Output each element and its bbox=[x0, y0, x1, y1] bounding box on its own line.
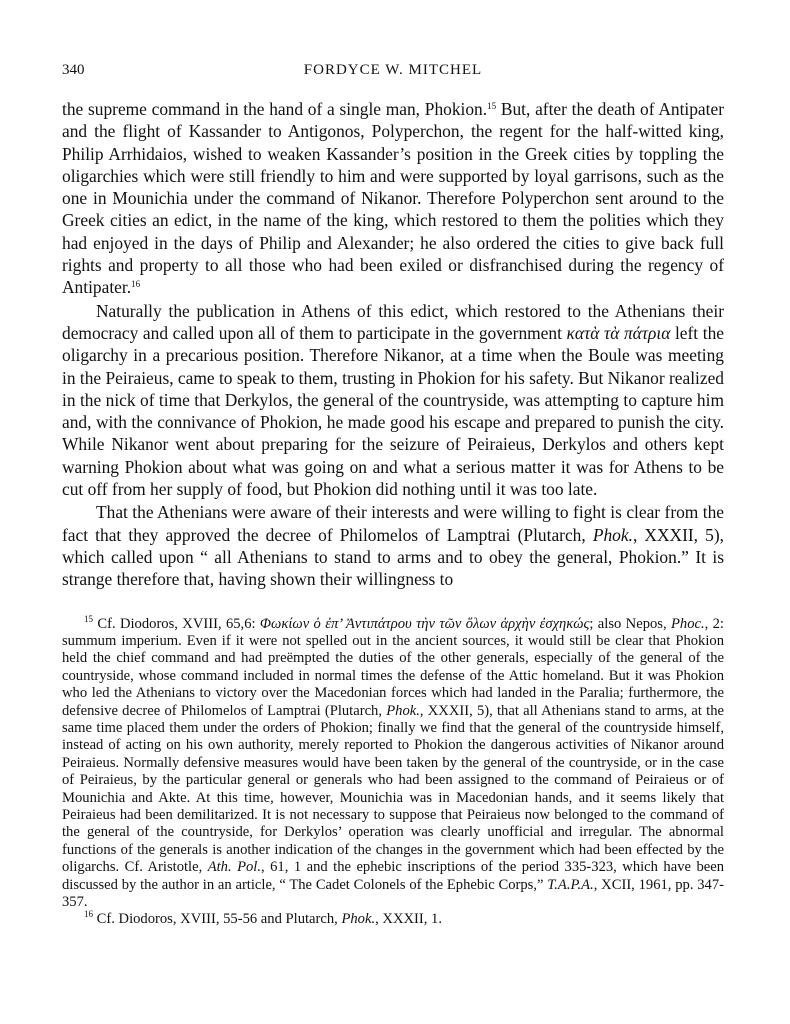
page bbox=[62, 62, 724, 929]
paragraph-3-text-a: That the Athenians were aware of their interests and were willing to fight is clear from the fact that they approved the decree of Philomelos of Lamptrai (Plutarch, bbox=[62, 502, 724, 545]
footnote-15-number: 15 bbox=[84, 613, 93, 624]
footnote-15-greek: Φωκίων ὁ ἐπ’ Ἀντιπάτρου τὴν τῶν ὅλων ἀρχὴν ἐσχηκώς bbox=[259, 615, 590, 632]
paragraph-2-text-a: Naturally the publication in Athens of this edict, which restored to the Athenians their democracy and called upon all of them to participate in the government bbox=[62, 300, 724, 343]
footnote-16-number: 16 bbox=[84, 909, 93, 920]
paragraph-2-text-b: left the oligarchy in a precarious position. Therefore Nikanor, at a time when the Boule was meeting in the Peiraieus, came to speak to them, trusting in Phokion for his safety. But Nikanor realized in the nick of time that Derkylos, the general of the countryside, was attempting to capture him and, with the connivance of Phokion, he made good his escape and prepared to punish the city. While Nikanor went about preparing for the seizure of Peiraieus, Derkylos and others kept warning Phokion about what was going on and what a serious matter it was for Athens to be cut off from her supply of food, but Phokion did nothing until it was too late. bbox=[62, 322, 724, 500]
footnote-16-text-a: Cf. Diodoros, XVIII, 55-56 and Plutarch, bbox=[93, 911, 342, 928]
greek-phrase: κατὰ τὰ πάτρια bbox=[566, 322, 671, 343]
footnote-15-text-a: Cf. Diodoros, XVIII, 65,6: bbox=[93, 615, 260, 632]
footnote-15-text-c: , 2: summum imperium. Even if it were not spelled out in the ancient sources, it would still be clear that Phokion held the chief command and had preëmpted the duties of the other generals, especially of the general of the countryside, whose command included in normal times the defense of the Attic homeland. But it was Phokion who led the Athenians to victory over the Macedonian forces which had landed in the Paralia; furthermore, the defensive decree of Philomelos of Lamptrai (Plutarch, bbox=[62, 615, 724, 719]
paragraph-3 bbox=[62, 501, 724, 590]
paragraph-3-text-b: , XXXII, 5), which called upon “ all Athenians to stand to arms and to obey the general, Phokion.” It is strange therefore that, having shown their willingness to bbox=[62, 524, 724, 590]
main-text bbox=[62, 98, 724, 591]
paragraph-1 bbox=[62, 98, 724, 299]
footnote-15-text-d: , XXXII, 5), that all Athenians stand to arms, at the same time placed them under the orders of Phokion; finally we find that the general of the countryside himself, instead of acting on his own authority, merely reported to Phokion the dangerous activities of Nikanor around Peiraieus. Normally defensive measures would have been taken by the general of the countryside, or in the case of Peiraieus, by the particular general or generals who had been assigned to the command of Peiraieus or of Mounichia and Akte. At this time, however, Mounichia was in Macedonian hands, and it seems likely that Peiraieus had been demilitarized. It is not necessary to suppose that Peiraieus now belonged to the command of the general of the countryside, for Derkylos’ operation was clearly unofficial and irregular. The abnormal functions of the generals is another indication of the changes in the government which had been effected by the oligarchs. Cf. Aristotle, bbox=[62, 702, 724, 876]
footnote-15-citation-3: Ath. Pol. bbox=[207, 859, 262, 876]
footnote-ref-15[interactable]: 15 bbox=[487, 101, 497, 111]
footnote-15-text-f: , XCII, 1961, pp. 347-357. bbox=[62, 876, 724, 911]
page-number: 340 bbox=[62, 62, 85, 78]
paragraph-1-text-a: the supreme command in the hand of a single man, Phokion. bbox=[62, 99, 488, 119]
footnote-16-text-b: , XXXII, 1. bbox=[375, 911, 442, 928]
footnote-15 bbox=[62, 613, 724, 912]
footnote-15-text-e: , 61, 1 and the ephebic inscriptions of the period 335-323, which have been discussed by the author in an article, “ The Cadet Colonels of the Ephebic Corps,” bbox=[62, 859, 724, 893]
footnote-16 bbox=[62, 911, 724, 928]
footnote-15-text-b: ; also Nepos, bbox=[589, 615, 671, 632]
paragraph-1-text-b: But, after the death of Antipater and the flight of Kassander to Antigonos, Polyperchon, the regent for the half-witted king, Philip Arrhidaios, wished to weaken Kassander’s position in the Greek cities by toppling the oligarchies which were still friendly to him and were supported by loyal garrisons, such as the one in Mounichia under the command of Nikanor. Therefore Polyperchon sent around to the Greek cities an edict, in the name of the king, which restored to them the polities which they had enjoyed in the days of Philip and Alexander; he also ordered the cities to give back full rights and property to all those who had been exiled or disfranchised during the regency of Antipater. bbox=[62, 99, 724, 298]
page-header bbox=[62, 62, 724, 88]
footnote-ref-16[interactable]: 16 bbox=[131, 279, 141, 290]
paragraph-2 bbox=[62, 300, 724, 501]
footnote-15-citation-2: Phok. bbox=[386, 702, 420, 719]
running-head: FORDYCE W. MITCHEL bbox=[303, 62, 483, 78]
footnote-16-citation: Phok. bbox=[341, 911, 376, 928]
footnote-15-citation-1: Phoc. bbox=[670, 615, 705, 632]
footnote-15-citation-4: T.A.P.A. bbox=[547, 876, 594, 893]
paragraph-3-citation: Phok. bbox=[592, 524, 633, 545]
footnotes bbox=[62, 613, 724, 929]
